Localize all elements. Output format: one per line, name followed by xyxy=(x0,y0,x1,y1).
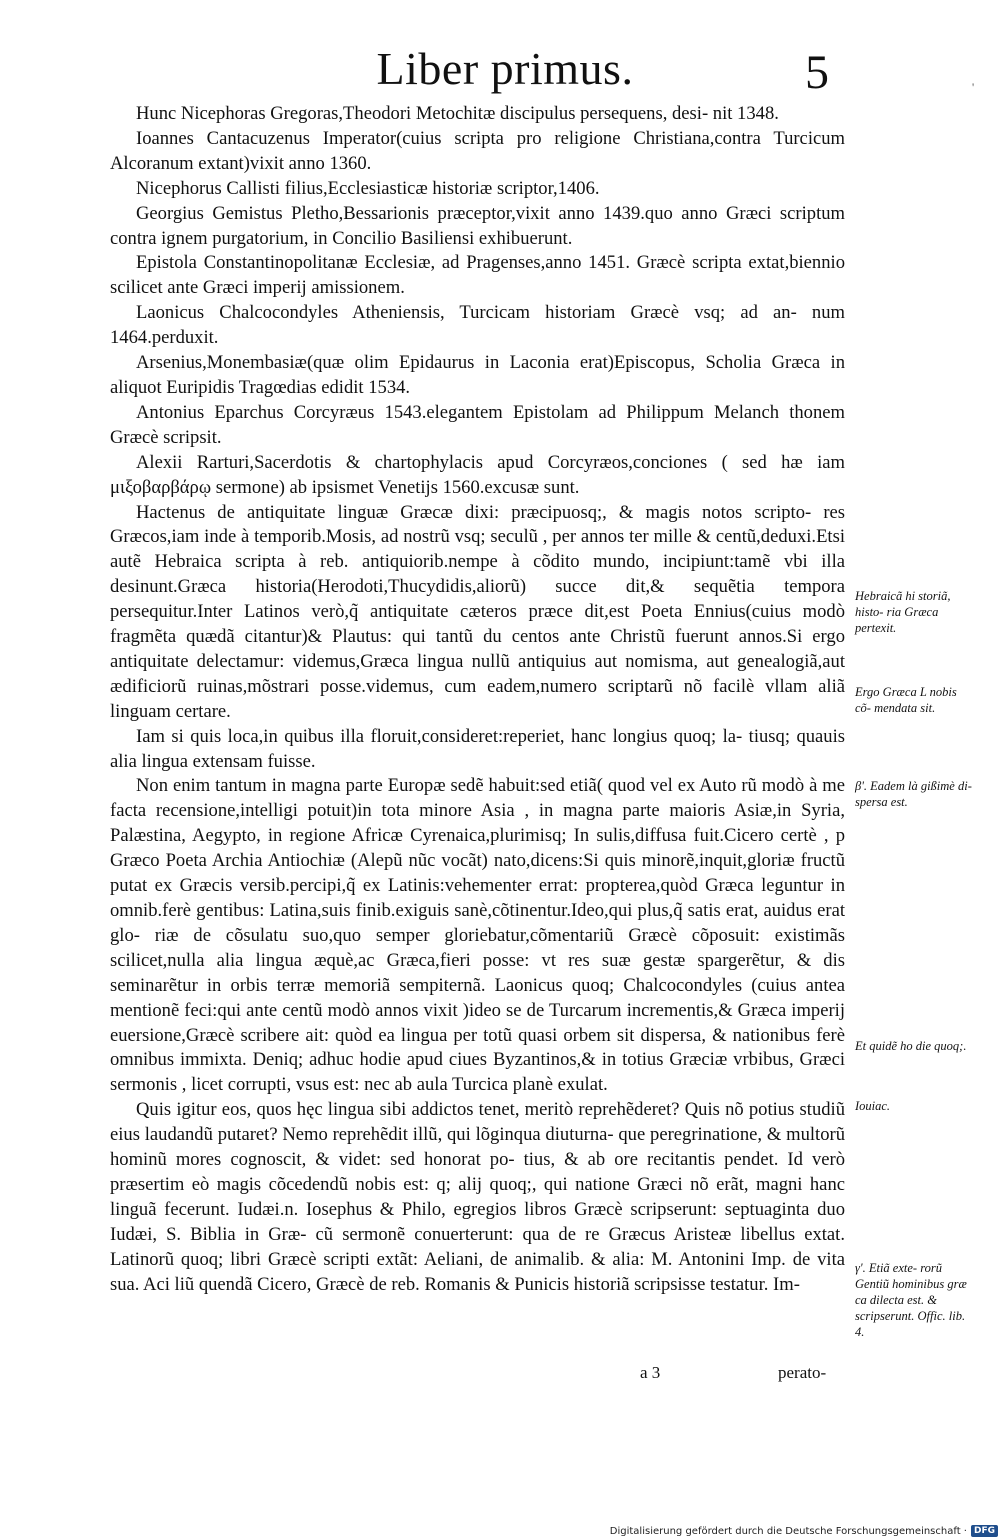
paragraph: Georgius Gemistus Pletho,Bessarionis præceptor,vixit anno 1439.quo anno Græci scriptum contra ignem purgatorium, in Concilio Basiliensi exhibuerunt. xyxy=(110,202,845,249)
paragraph: Iam si quis loca,in quibus illa floruit,consideret:reperiet, hanc longius quoq; la- tiusq; quauis alia lingua extensam fuisse. xyxy=(110,725,845,772)
paragraph: Quis igitur eos, quos hęc lingua sibi addictos tenet, meritò reprehẽderet? Quis nõ potius studiũ eius laudandũ putaret? Nemo reprehẽdit illũ, qui lõginqua diuturna- que peregrinatione, & multorũ hominũ mores cognoscit, & videt: sed honorat po- tius, & ab ore recitantis pendet. Id verò præsertim eò magis cõcedendũ nobis est: q; alij quoq;, qui natione Græci nõ erãt, magni hanc linguã fecerunt. Iudæi.n. Iosephus & Philo, egregios libros Græcè scripserunt: septuaginta duo Iudæi, S. Biblia in Græ- cũ sermonẽ conuerterunt: qua de re Græcus Aristeæ libellus extat. Latinorũ quoq; libri Græcè scripti extãt: Aeliani, de animalib. & alia: M. Antonini Imp. de vita sua. Aci liũ quendã Cicero, Græcè de reb. Romanis & Punicis historiã scripsisse testatur. Im- xyxy=(110,1099,845,1295)
credit-text: Digitalisierung gefördert durch die Deutsche Forschungsgemeinschaft · xyxy=(609,1525,967,1537)
paragraph: Nicephorus Callisti filius,Ecclesiasticæ historiæ scriptor,1406. xyxy=(136,177,600,199)
paragraph: Alexii Rarturi,Sacerdotis & chartophylacis apud Corcyræos,conciones ( sed hæ iam μιξοβαρβάρῳ sermone) ab ipsismet Venetijs 1560.excusæ sunt. xyxy=(110,451,845,498)
page-number: 5 xyxy=(805,46,829,99)
signature-mark: a 3 xyxy=(640,1363,661,1382)
main-text xyxy=(110,102,845,1298)
paragraph: Ioannes Cantacuzenus Imperator(cuius scripta pro religione Christiana,contra Turcicum Alcoranum extant)vixit anno 1360. xyxy=(110,127,845,174)
paragraph: Non enim tantum in magna parte Europæ sedẽ habuit:sed etiã( quod vel ex Auto rũ modò à me facta recensione,intelligi potuit)in tota minore Asia , in magna parte maioris Asiæ,in Syria, Palæstina, Aegypto, in regione Africæ Cyrenaica,plurimisq; In sulis,diffusa fuit.Cicero certè , p Græco Poeta Archia Antiochiæ (Alepũ nũc vocãt) nato,dicens:Si quis minorẽ,inquit,gloriæ fructũ putat ex Græcis versib.percipi,q̃ ex Latinis:vehementer errat: propterea,quòd Græca leguntur in omnib.ferè gentibus: Latina,suis finib.exiguis sanè,cõtinentur.Ideo,qui plus,q̃ satis erat, auidus erat glo- riæ de cõsulatu suo,quo semper gloriebatur,cõmentariũ Græcè cõposuit: existimãs scilicet,nulla alia lingua æquè,ac Græca,fieri posse: vt res suæ gestæ spargerẽtur, & dis seminarẽtur in orbis terræ memoriã sempiternã. Laonicus quoq; Chalcocondyles (cuius antea mentionẽ feci:qui ante centũ modò annos vixit )ideo se de Turcarum incrementis,& Græca imperij euersione,Græcè scribere ait: quòd ea lingua per totũ quasi orbem sit dispersa, & nationibus ferè omnibus immixta. Deniq; adhuc hodie apud ciues Byzantinos,& in totius Græciæ vrbibus, Græci sermonis , licet corrupti, vsus est: nec ab aula Turcica planè exulat. xyxy=(110,775,845,1096)
margin-note: γ'. Etiã exte- rorũ Gentiũ hominibus græ ca dilecta est. & scripserunt. Offic. lib. 4. xyxy=(855,1261,967,1339)
margin-note: Hebraicã hi storiã, histo- ria Græca pertexit. xyxy=(855,589,951,635)
dfg-logo-icon: DFG xyxy=(971,1525,998,1537)
paragraph: Hunc Nicephoras Gregoras,Theodori Metochitæ discipulus persequens, desi- nit 1348. xyxy=(136,103,779,124)
margin-note: Iouiac. xyxy=(855,1099,891,1113)
page-title: Liber primus. xyxy=(376,43,634,94)
paragraph: Epistola Constantinopolitanæ Ecclesiæ, ad Pragenses,anno 1451. Græcè scripta extat,biennio scilicet ante Græci imperij amissionem. xyxy=(110,252,845,299)
paragraph: Arsenius,Monembasiæ(quæ olim Epidaurus in Laconia erat)Episcopus, Scholia Græca in aliquot Euripidis Tragœdias edidit 1534. xyxy=(110,352,845,398)
digitization-credit xyxy=(609,1522,1000,1540)
margin-note: Ergo Græca L nobis cõ- mendata sit. xyxy=(855,685,957,715)
paragraph: Hactenus de antiquitate linguæ Græcæ dixi: præcipuosq;, & magis notos scripto- res Græcos,iam inde à temporib.Mosis, ad nostrũ vsq; seculũ , per annos ter mille & centũ,deduxi.Etsi autẽ Hebraica scripta à reb. antiquiorib.nempe à cõdito mundo, incipiunt:tamẽ vbi illa desinunt.Græca historia(Herodoti,Thucydidis,aliorũ) succe dit,& sequẽtia tempora persequitur.Inter Latinos verò,q̃ antiquitate cæteros præce dit,est Poeta Ennius(cuius modò fragmẽta quædã citantur)& Plautus: qui tantũ du centos ante Christũ fuerunt annos.Si ergo antiquitate delectamur: videmus,Græca lingua nullũ antiquius aut nomisma, aut genealogiã,aut ædificiorũ ruinas,mõstrari posse.videmus, cum eadem,numero scriptarũ nõ facilè vllam aliã linguam certare. xyxy=(110,501,845,722)
margin-note: Et quidẽ ho die quoq;. xyxy=(855,1039,967,1053)
paragraph: Laonicus Chalcocondyles Atheniensis, Turcicam historiam Græcè vsq; ad an- num 1464.perduxit. xyxy=(110,302,845,349)
paragraph: Antonius Eparchus Corcyræus 1543.elegantem Epistolam ad Philippum Melanch thonem Græcè scripsit. xyxy=(110,401,845,448)
margin-note: β'. Eadem là gißimè di- spersa est. xyxy=(855,779,972,809)
corner-mark: ' xyxy=(972,80,975,94)
catchword: perato- xyxy=(778,1363,827,1382)
